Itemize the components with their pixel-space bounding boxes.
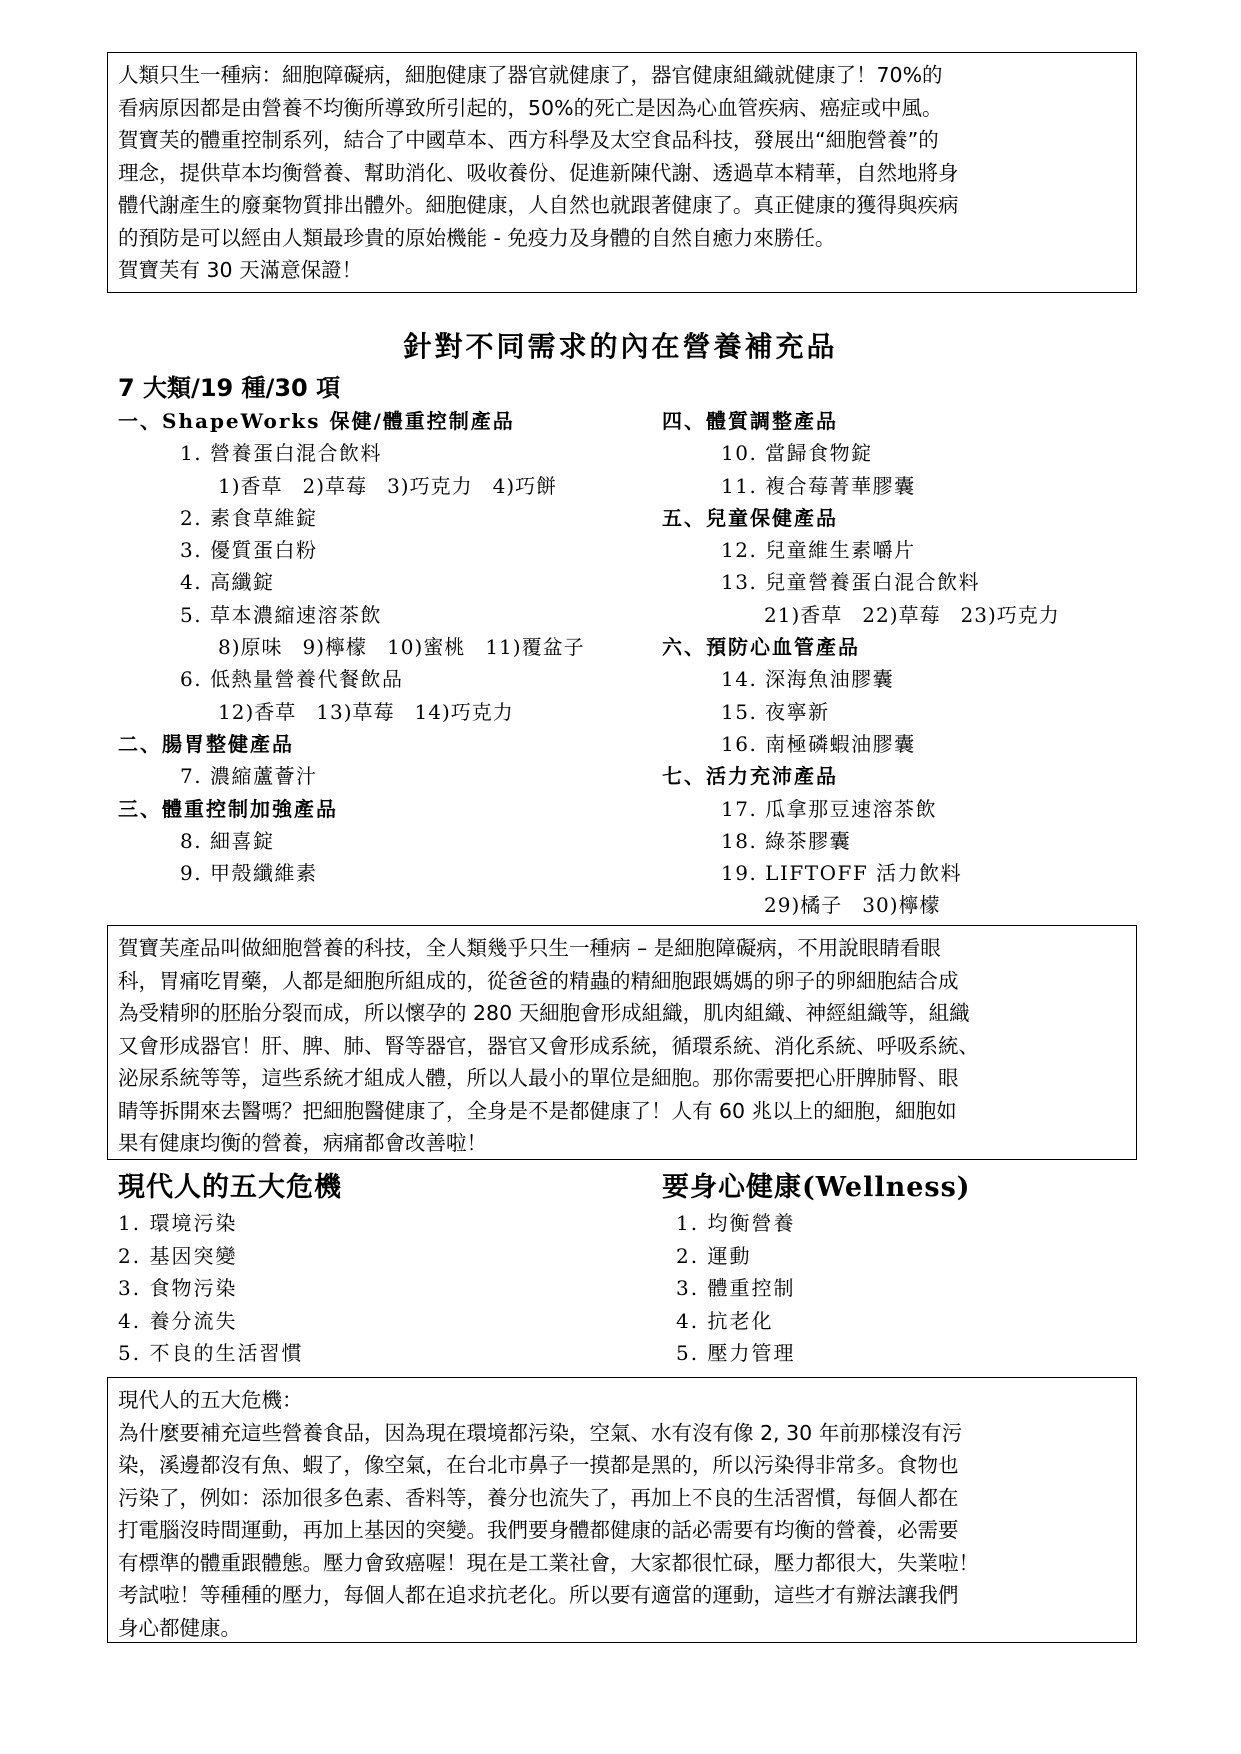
product-variants <box>118 631 658 663</box>
crisis-list <box>118 1207 303 1370</box>
variant-label: 23)巧克力 <box>960 602 1060 627</box>
product-variants <box>118 470 658 502</box>
variant-label: 30)檸檬 <box>862 893 941 918</box>
product-item: 13. 兒童營養蛋白混合飲料 <box>721 570 981 595</box>
crisis-text-line: 現代人的五大危機： <box>118 1388 303 1412</box>
variant-label: 22)草莓 <box>862 602 941 627</box>
variant-label: 9)檸檬 <box>302 635 368 660</box>
crisis-text-line: 為什麼要補充這些營養食品，因為現在環境都污染，空氣、水有沒有像 2, 30 年前那樣沒有污 <box>118 1420 963 1445</box>
intro-line: 賀寶芙有 30 天滿意保證！ <box>118 258 363 282</box>
product-item: 4. 高纖錠 <box>180 570 275 595</box>
product-item: 5. 草本濃縮速溶茶飲 <box>180 602 382 627</box>
product-item: 16. 南極磷蝦油膠囊 <box>721 731 916 756</box>
variant-label: 8)原味 <box>218 635 283 660</box>
product-category-heading: 五、兒童保健產品 <box>662 505 838 530</box>
intro-line: 理念，提供草本均衡營養、幫助消化、吸收養份、促進新陳代謝、透過草本精華，自然地將身 <box>118 160 959 185</box>
product-item: 14. 深海魚油膠囊 <box>721 667 895 692</box>
crisis-text-line: 考試啦！等種種的壓力，每個人都在追求抗老化。所以要有適當的運動，這些才有辦法讓我們 <box>118 1583 959 1607</box>
crisis-text-line: 打電腦沒時間運動，再加上基因的突變。我們要身體都健康的話必需要有均衡的營養，必需要 <box>118 1518 959 1542</box>
variant-label: 2)草莓 <box>302 473 368 498</box>
crisis-item: 2. 基因突變 <box>118 1243 238 1268</box>
crisis-item: 3. 食物污染 <box>118 1276 238 1301</box>
intro-line: 賀寶芙的體重控制系列，結合了中國草本、西方科學及太空食品科技，發展出“細胞營養”的 <box>118 128 939 152</box>
variant-label: 11)覆盆子 <box>485 635 585 660</box>
cell-line: 果有健康均衡的營養，病痛都會改善啦！ <box>118 1131 487 1155</box>
product-category-heading: 四、體質調整產品 <box>662 409 838 433</box>
product-variants <box>662 599 1132 631</box>
variant-label: 12)香草 <box>218 699 297 724</box>
crisis-heading: 現代人的五大危機 <box>118 1172 342 1203</box>
wellness-list <box>676 1207 795 1370</box>
page-title: 針對不同需求的內在營養補充品 <box>403 330 838 363</box>
product-item: 9. 甲殼纖維素 <box>180 861 318 886</box>
wellness-item: 3. 體重控制 <box>676 1276 796 1301</box>
product-item: 7. 濃縮蘆薈汁 <box>180 764 318 789</box>
product-item: 10. 當歸食物錠 <box>721 441 873 466</box>
product-category-heading: 六、預防心血管產品 <box>662 635 860 660</box>
product-item: 8. 細喜錠 <box>180 828 275 853</box>
intro-line: 看病原因都是由營養不均衡所導致所引起的，50%的死亡是因為心血管疾病、癌症或中風。 <box>118 95 943 120</box>
crisis-item: 1. 環境污染 <box>118 1211 238 1235</box>
product-item: 3. 優質蛋白粉 <box>180 538 318 563</box>
product-item: 2. 素食草維錠 <box>180 505 318 530</box>
intro-line: 的預防是可以經由人類最珍貴的原始機能 - 免疫力及身體的自然自癒力來勝任。 <box>118 225 836 250</box>
variant-label: 14)巧克力 <box>414 699 514 724</box>
product-item: 1. 營養蛋白混合飲料 <box>180 441 382 466</box>
cell-line: 睛等拆開來去醫嗎？把細胞醫健康了，全身是不是都健康了！人有 60 兆以上的細胞，細胞如 <box>118 1098 957 1123</box>
intro-text-box <box>107 52 1137 293</box>
wellness-heading: 要身心健康(Wellness) <box>662 1172 971 1203</box>
wellness-item: 1. 均衡營養 <box>676 1211 796 1235</box>
wellness-item: 4. 抗老化 <box>676 1308 774 1333</box>
crisis-text-line: 污染了，例如：添加很多色素、香料等，養分也流失了，再加上不良的生活習慣，每個人都在 <box>118 1485 959 1510</box>
product-category-heading: 一、ShapeWorks 保健/體重控制產品 <box>118 409 515 433</box>
category-count-title: 7 大類/19 種/30 項 <box>118 374 341 402</box>
product-list-left <box>118 405 658 889</box>
product-item: 17. 瓜拿那豆速溶茶飲 <box>721 796 938 821</box>
crisis-text-line: 染，溪邊都沒有魚、蝦了，像空氣，在台北市鼻子一摸都是黑的，所以污染得非常多。食物也 <box>118 1453 959 1477</box>
cell-line: 為受精卵的胚胎分裂而成，所以懷孕的 280 天細胞會形成組織，肌肉組織、神經組織等，組織 <box>118 1001 970 1025</box>
variant-label: 10)蜜桃 <box>387 635 466 660</box>
product-category-heading: 七、活力充沛產品 <box>662 764 838 789</box>
crisis-item: 4. 養分流失 <box>118 1308 238 1333</box>
cell-line: 泌尿系統等等，這些系統才組成人體，所以人最小的單位是細胞。那你需要把心肝脾肺腎、眼 <box>118 1066 959 1090</box>
variant-label: 13)草莓 <box>316 699 395 724</box>
product-item: 12. 兒童維生素嚼片 <box>721 538 916 563</box>
intro-line: 人類只生一種病：細胞障礙病，細胞健康了器官就健康了，器官健康組織就健康了！70%的 <box>118 63 943 87</box>
cell-line: 科，胃痛吃胃藥，人都是細胞所組成的，從爸爸的精蟲的精細胞跟媽媽的卵子的卵細胞結合成 <box>118 968 959 993</box>
product-list-right <box>662 405 1132 922</box>
variant-label: 21)香草 <box>764 602 843 627</box>
product-item: 6. 低熱量營養代餐飲品 <box>180 667 404 692</box>
crisis-text-line: 身心都健康。 <box>118 1615 241 1640</box>
product-item: 18. 綠茶膠囊 <box>721 828 852 853</box>
product-item: 15. 夜寧新 <box>721 699 830 724</box>
crisis-text-line: 有標準的體重跟體態。壓力會致癌喔！現在是工業社會，大家都很忙碌，壓力都很大，失業啦！ <box>118 1550 979 1575</box>
variant-label: 29)橘子 <box>764 893 843 918</box>
product-variants <box>662 889 1132 921</box>
crisis-item: 5. 不良的生活習慣 <box>118 1341 304 1366</box>
wellness-item: 2. 運動 <box>676 1243 752 1268</box>
product-category-heading: 二、腸胃整健產品 <box>118 731 294 756</box>
product-variants <box>118 696 658 728</box>
wellness-item: 5. 壓力管理 <box>676 1341 796 1366</box>
product-item: 19. LIFTOFF 活力飲料 <box>721 861 963 886</box>
product-item: 11. 複合莓菁華膠囊 <box>721 473 916 498</box>
variant-label: 1)香草 <box>218 473 283 498</box>
variant-label: 4)巧餅 <box>492 473 558 498</box>
cell-line: 賀寶芙產品叫做細胞營養的科技，全人類幾乎只生一種病 – 是細胞障礙病，不用說眼睛看眼 <box>118 936 941 960</box>
cell-nutrition-text-box <box>107 925 1137 1160</box>
product-category-heading: 三、體重控制加強產品 <box>118 796 338 821</box>
cell-line: 又會形成器官！肝、脾、肺、腎等器官，器官又會形成系統，循環系統、消化系統、呼吸系統、 <box>118 1033 979 1058</box>
variant-label: 3)巧克力 <box>387 473 473 498</box>
intro-line: 體代謝產生的廢棄物質排出體外。細胞健康，人自然也就跟著健康了。真正健康的獲得與疾病 <box>118 193 959 217</box>
crisis-explanation-box <box>107 1377 1137 1643</box>
